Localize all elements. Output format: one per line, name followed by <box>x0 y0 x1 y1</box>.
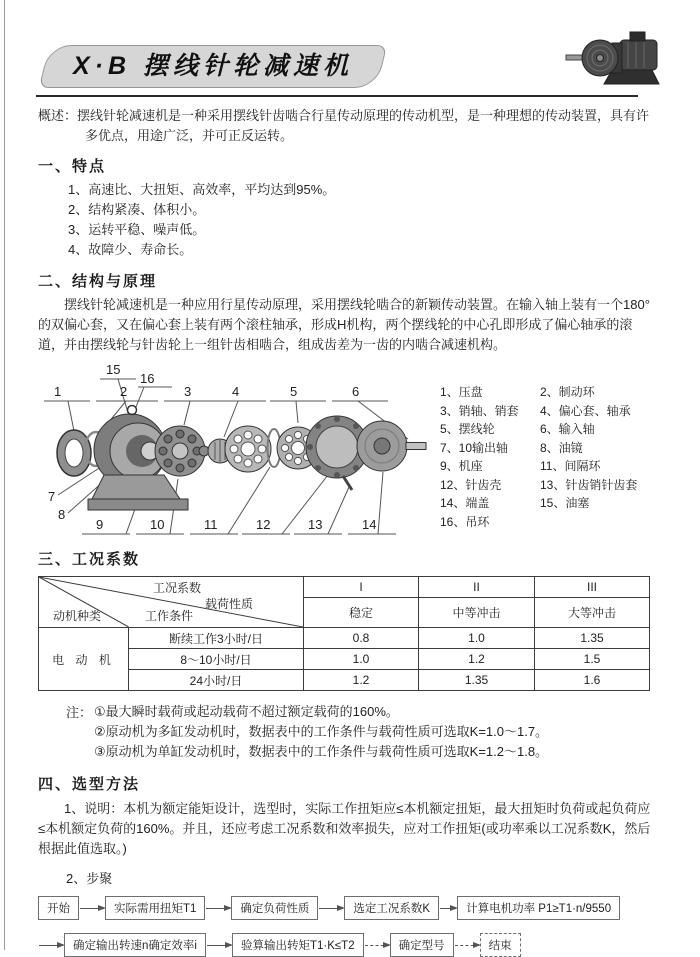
flow-arrow <box>319 908 343 909</box>
flow-arrow-dashed <box>455 945 479 946</box>
part-label: 11、间隔环 <box>540 459 601 473</box>
flow-box-end: 结束 <box>480 933 521 957</box>
callout-4: 4 <box>232 384 240 399</box>
part-pin-sleeve <box>343 476 352 490</box>
section-heading-structure: 二、结构与原理 <box>38 273 158 290</box>
flow-box-required-torque: 实际需用扭矩T1 <box>105 896 205 920</box>
condition-cell: 24小时/日 <box>129 670 304 691</box>
coefficients-table <box>38 576 650 691</box>
callout-12: 12 <box>256 517 271 532</box>
value-cell: 1.2 <box>304 670 419 691</box>
part-label: 2、制动环 <box>540 385 595 399</box>
flow-arrow <box>206 908 230 909</box>
grade-header: III <box>535 577 650 598</box>
flow-arrow <box>440 908 456 909</box>
load-nature-header: 稳定 <box>304 598 419 628</box>
overview-label: 概述： <box>38 108 78 123</box>
part-label: 6、输入轴 <box>540 422 595 436</box>
callout-14: 14 <box>362 517 377 532</box>
load-nature-header: 中等冲击 <box>419 598 535 628</box>
grade-header: II <box>419 577 535 598</box>
callout-6: 6 <box>352 384 360 399</box>
page-content <box>38 106 654 957</box>
flow-box-model: 确定型号 <box>390 933 454 957</box>
callout-13: 13 <box>308 517 323 532</box>
value-cell: 1.5 <box>535 649 650 670</box>
parts-row <box>440 476 654 495</box>
part-label: 4、偏心套、轴承 <box>540 403 631 418</box>
section-heading-features: 一、特点 <box>38 158 107 175</box>
parts-row <box>440 494 654 513</box>
part-end-cover-input-shaft <box>357 421 426 471</box>
part-cycloid-disc-1 <box>225 426 271 472</box>
value-cell: 1.2 <box>419 649 535 670</box>
parts-list <box>440 383 654 531</box>
flowchart-row-1 <box>38 896 654 920</box>
parts-row <box>440 457 654 476</box>
grade-header: I <box>304 577 419 598</box>
section-heading-selection: 四、选型方法 <box>38 776 141 793</box>
callout-9: 9 <box>96 517 104 532</box>
parts-row <box>440 420 654 439</box>
part-label: 13、针齿销针齿套 <box>540 477 638 492</box>
page-left-edge <box>4 0 5 950</box>
part-label: 16、吊环 <box>440 514 490 529</box>
overview-text: 摆线针轮减速机是一种采用摆线针齿啮合行星传动原理的传动机型，是一种理想的传动装置，具有许多优点，用途广泛，并可正反运转。 <box>77 108 650 143</box>
value-cell: 1.35 <box>419 670 535 691</box>
flow-box-motor-power: 计算电机功率 P1≥T1·n/9550 <box>457 896 620 920</box>
part-output-shaft-pins <box>155 426 205 476</box>
value-cell: 1.35 <box>535 628 650 649</box>
part-label: 3、销轴、销套 <box>440 403 519 418</box>
condition-cell: 断续工作3小时/日 <box>129 628 304 649</box>
corner-label-load-nature: 载荷性质 <box>205 597 254 611</box>
page-title: X·B 摆线针轮减速机 <box>72 52 353 80</box>
part-label: 8、油镜 <box>540 440 583 455</box>
structure-paragraph: 摆线针轮减速机是一种应用行星传动原理，采用摆线轮啮合的新颖传动装置。在输入轴上装有一个180°的双偏心套，又在偏心套上装有两个滚柱轴承，形成H机构，两个摆线轮的中心孔即形成了偏心轴承的滚道，并由摆线轮与针齿轮上一组针齿相啮合，组成齿差为一齿的内啮合减速机构。 <box>38 297 650 352</box>
notes-label: 注： <box>66 705 93 720</box>
corner-label-motor-type: 动机种类 <box>53 609 102 623</box>
value-cell: 1.0 <box>419 628 535 649</box>
condition-cell: 8～10小时/日 <box>129 649 304 670</box>
note-item: ③原动机为单缸发动机时，数据表中的工作条件与载荷性质可选取K=1.2～1.8。 <box>94 744 549 759</box>
flowchart-row-2 <box>38 933 654 957</box>
part-label: 5、摆线轮 <box>440 422 495 436</box>
diagram-section <box>38 357 654 545</box>
value-cell: 1.6 <box>535 670 650 691</box>
features-list <box>38 180 654 260</box>
motor-type-cell: 电 动 机 <box>39 628 129 691</box>
parts-row <box>440 383 654 402</box>
part-label: 7、10输出轴 <box>440 440 509 455</box>
feature-item: 1、高速比、大扭矩、高效率，平均达到95%。 <box>68 182 336 197</box>
value-cell: 1.0 <box>304 649 419 670</box>
flow-arrow <box>80 908 104 909</box>
selection-paragraph: 1、说明：本机为额定能矩设计，选型时，实际工作扭矩应≤本机额定扭矩，最大扭矩时负荷或起负荷应≤本机额定负荷的160%。并且，还应考虑工况系数和效率损失，应对工作扭矩(或功率乘以工况系数K，然后根据此值选取。) <box>38 801 651 856</box>
callout-11: 11 <box>204 517 218 532</box>
steps-label: 2、步聚 <box>66 871 113 886</box>
part-eye-bolt <box>128 406 137 415</box>
flow-arrow <box>207 945 231 946</box>
flow-arrow-dashed <box>365 945 389 946</box>
parts-row <box>440 439 654 458</box>
title-banner <box>44 45 382 88</box>
flow-box-coefficient-k: 选定工况系数K <box>344 896 439 920</box>
flow-box-start: 开始 <box>38 896 79 920</box>
part-label <box>540 513 654 532</box>
callout-5: 5 <box>290 384 298 399</box>
gearmotor-photo <box>560 28 672 92</box>
parts-row <box>440 513 654 532</box>
feature-item: 2、结构紧凑、体积小。 <box>68 202 206 217</box>
part-label: 14、端盖 <box>440 496 490 510</box>
callout-3: 3 <box>184 384 192 399</box>
corner-label-work-condition: 工作条件 <box>145 609 194 623</box>
section-heading-coefficients: 三、工况系数 <box>38 551 141 568</box>
flow-arrow <box>39 945 63 946</box>
feature-item: 3、运转平稳、噪声低。 <box>68 222 206 237</box>
note-item: ②原动机为多缸发动机时，数据表中的工作条件与载荷性质可选取K=1.0～1.7。 <box>94 724 549 739</box>
table-corner-cell <box>39 577 304 628</box>
flow-box-check-torque: 验算输出转矩T1·K≤T2 <box>232 933 364 957</box>
value-cell: 0.8 <box>304 628 419 649</box>
part-label: 1、压盘 <box>440 385 483 399</box>
overview-paragraph <box>38 106 654 146</box>
feature-item: 4、故障少、寿命长。 <box>68 242 193 257</box>
exploded-view-diagram <box>38 357 430 545</box>
callout-16: 16 <box>140 371 155 386</box>
callout-10: 10 <box>150 517 165 532</box>
callout-1: 1 <box>54 384 62 399</box>
parts-row <box>440 402 654 421</box>
callout-2: 2 <box>120 384 128 399</box>
part-label: 15、油塞 <box>540 496 590 510</box>
corner-label-coefficient: 工况系数 <box>153 581 202 595</box>
note-item: ①最大瞬时载荷或起动载荷不超过额定载荷的160%。 <box>94 704 399 719</box>
flow-box-output-speed: 确定输出转速n确定效率i <box>64 933 206 957</box>
callout-15: 15 <box>106 362 121 377</box>
callout-7: 7 <box>48 489 56 504</box>
callout-8: 8 <box>58 507 66 522</box>
flow-box-load-nature: 确定负荷性质 <box>231 896 318 920</box>
header-divider <box>36 95 638 97</box>
part-label: 12、针齿壳 <box>440 477 502 492</box>
table-notes <box>38 702 654 762</box>
part-label: 9、机座 <box>440 459 483 473</box>
load-nature-header: 大等冲击 <box>535 598 650 628</box>
